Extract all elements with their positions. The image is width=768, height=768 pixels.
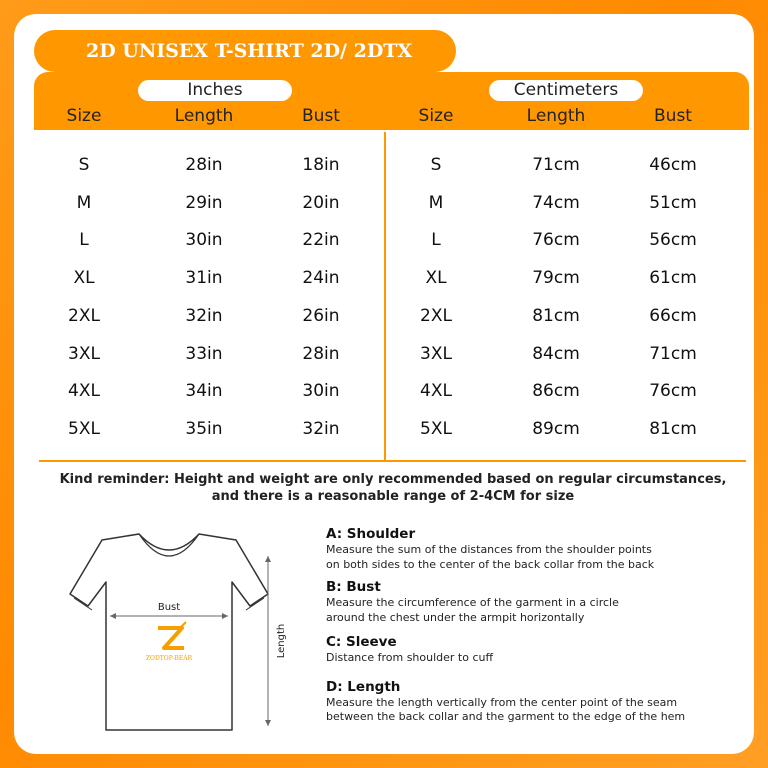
table-cell: 76cm: [532, 230, 580, 251]
measure-item: [326, 634, 746, 666]
section-divider: [39, 460, 746, 462]
measure-item: [326, 679, 746, 725]
logo-text: ZODTOP-BEAR: [145, 655, 193, 662]
inches-size-header: Size: [66, 106, 102, 126]
table-cell: 28in: [302, 343, 340, 364]
centimeters-label: Centimeters: [489, 80, 643, 101]
table-cell: 32in: [302, 418, 340, 439]
measure-item: [326, 526, 746, 572]
kind-reminder: [38, 471, 748, 505]
measure-description: Distance from shoulder to cuff: [326, 651, 494, 664]
measure-description: between the back collar and the garment to the edge of the hem: [326, 710, 686, 723]
table-cell: 86cm: [532, 381, 580, 402]
measure-description: Measure the circumference of the garment in a circle: [326, 596, 619, 609]
table-cell: 71cm: [649, 343, 697, 364]
tshirt-diagram: [54, 534, 287, 734]
table-divider: [384, 132, 386, 462]
bust-label: Bust: [157, 602, 181, 613]
table-cell: 51cm: [649, 192, 697, 213]
measure-title: B: Bust: [326, 579, 381, 595]
reminder-line-2: and there is a reasonable range of 2-4CM for size: [211, 489, 575, 504]
table-cell: L: [79, 230, 89, 251]
chart-title: 2D UNISEX T-SHIRT 2D/ 2DTX: [34, 30, 456, 72]
table-cell: M: [76, 192, 92, 213]
measure-description: Measure the length vertically from the center point of the seam: [326, 695, 678, 709]
table-cell: 89cm: [532, 418, 580, 439]
table-cell: 5XL: [68, 418, 100, 439]
table-cell: M: [428, 192, 444, 213]
table-cell: XL: [73, 268, 95, 289]
inches-bust-header: Bust: [302, 106, 340, 126]
table-cell: 33in: [185, 343, 223, 364]
table-cell: L: [431, 230, 441, 251]
table-cell: 56cm: [649, 230, 697, 251]
table-cell: 74cm: [532, 192, 580, 213]
table-cell: 84cm: [532, 343, 580, 364]
measurement-guide: [326, 526, 746, 732]
table-cell: 24in: [302, 268, 340, 289]
table-cell: 32in: [185, 305, 223, 326]
table-cell: 2XL: [420, 305, 452, 326]
table-cell: 66cm: [649, 305, 697, 326]
table-cell: 2XL: [68, 305, 100, 326]
table-cell: 4XL: [68, 381, 100, 402]
table-cell: 76cm: [649, 381, 697, 402]
table-cell: 35in: [185, 418, 223, 439]
table-cell: 22in: [302, 230, 340, 251]
measure-description: Measure the sum of the distances from the shoulder points: [326, 543, 652, 556]
table-cell: XL: [425, 268, 447, 289]
table-cell: 26in: [302, 305, 340, 326]
table-cell: 29in: [185, 192, 223, 213]
table-cell: 30in: [185, 230, 223, 251]
table-cell: 34in: [185, 381, 223, 402]
measure-item: [326, 579, 746, 625]
measure-description: on both sides to the center of the back collar from the back: [326, 557, 655, 571]
table-cell: S: [78, 155, 90, 175]
cm-bust-header: Bust: [654, 106, 692, 126]
cm-size-header: Size: [418, 106, 454, 126]
measure-description: around the chest under the armpit horizontally: [326, 610, 585, 624]
measure-title: A: Shoulder: [326, 526, 416, 542]
cm-length-header: Length: [526, 106, 586, 126]
table-cell: 28in: [185, 155, 223, 175]
table-cell: 3XL: [68, 343, 100, 364]
table-cell: 4XL: [420, 381, 452, 402]
inches-label: Inches: [138, 80, 292, 101]
table-cell: 31in: [185, 268, 223, 289]
table-header: [34, 72, 749, 130]
table-cell: 61cm: [649, 268, 697, 289]
measure-title: D: Length: [326, 678, 401, 695]
table-cell: 79cm: [532, 268, 580, 289]
measure-title: C: Sleeve: [326, 634, 397, 650]
table-cell: 81cm: [649, 418, 697, 439]
table-cell: 3XL: [420, 343, 452, 364]
length-label: Length: [276, 623, 287, 659]
table-cell: 71cm: [532, 155, 580, 175]
table-cell: S: [430, 155, 442, 175]
table-cell: 46cm: [649, 155, 697, 175]
table-cell: 5XL: [420, 418, 452, 439]
table-cell: 18in: [302, 155, 340, 175]
table-cell: 81cm: [532, 305, 580, 326]
tshirt-outline: [70, 534, 268, 730]
reminder-line-1: Kind reminder: Height and weight are only recommended based on regular circumstances,: [59, 472, 727, 487]
size-chart-card: [14, 14, 754, 754]
table-cell: 30in: [302, 381, 340, 402]
table-cell: 20in: [302, 192, 340, 213]
inches-length-header: Length: [174, 106, 234, 126]
